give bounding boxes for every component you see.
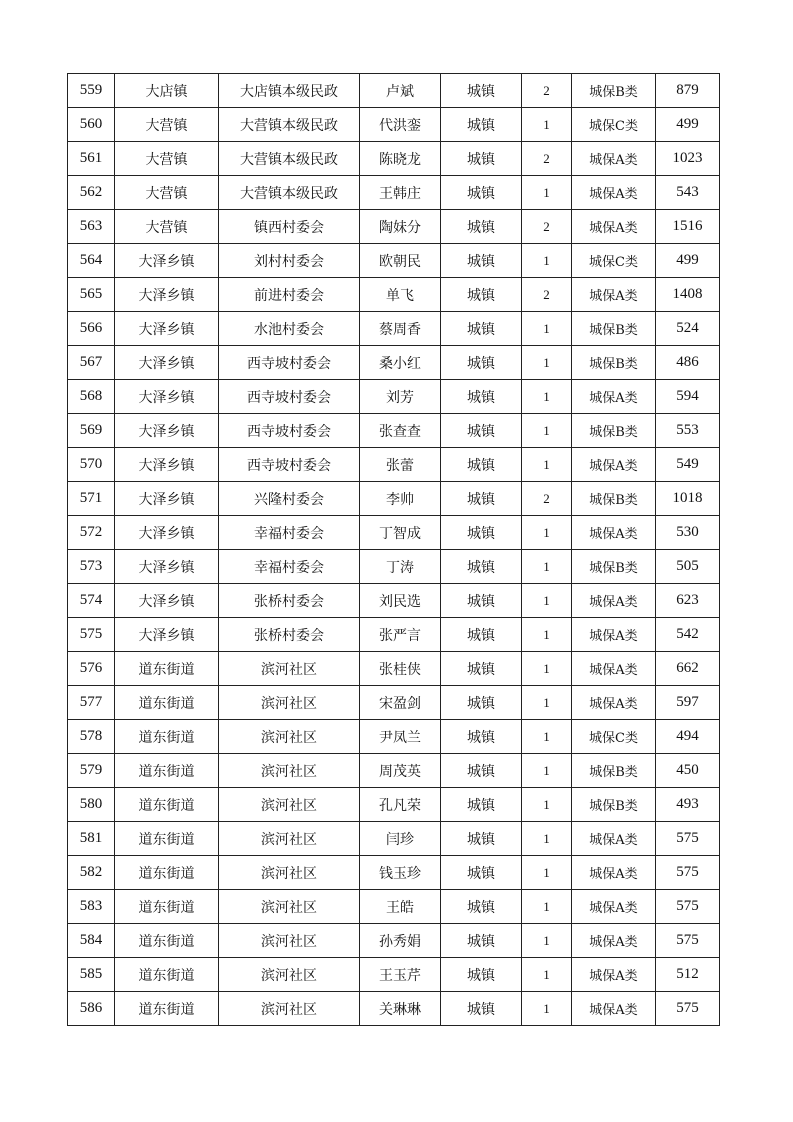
serial-number-cell: 572: [68, 516, 115, 550]
serial-number-cell: 570: [68, 448, 115, 482]
name-cell: 丁智成: [360, 516, 441, 550]
town-cell: 道东街道: [115, 822, 219, 856]
category-cell: 城保A类: [572, 992, 656, 1026]
person-count-cell: 1: [522, 822, 572, 856]
committee-cell: 西寺坡村委会: [219, 346, 360, 380]
category-cell: 城保B类: [572, 788, 656, 822]
table-row: [68, 822, 720, 856]
category-cell: 城保B类: [572, 482, 656, 516]
serial-number-cell: 564: [68, 244, 115, 278]
table-body: [68, 74, 720, 1026]
household-type-cell: 城镇: [441, 924, 522, 958]
table-row: [68, 754, 720, 788]
person-count-cell: 1: [522, 992, 572, 1026]
serial-number-cell: 560: [68, 108, 115, 142]
serial-number-cell: 583: [68, 890, 115, 924]
name-cell: 代洪銮: [360, 108, 441, 142]
table-row: [68, 108, 720, 142]
table-row: [68, 550, 720, 584]
town-cell: 大店镇: [115, 74, 219, 108]
table-row: [68, 618, 720, 652]
town-cell: 大营镇: [115, 176, 219, 210]
committee-cell: 兴隆村委会: [219, 482, 360, 516]
name-cell: 单飞: [360, 278, 441, 312]
committee-cell: 西寺坡村委会: [219, 380, 360, 414]
person-count-cell: 2: [522, 142, 572, 176]
amount-cell: 486: [656, 346, 720, 380]
committee-cell: 镇西村委会: [219, 210, 360, 244]
serial-number-cell: 559: [68, 74, 115, 108]
committee-cell: 大营镇本级民政: [219, 142, 360, 176]
household-type-cell: 城镇: [441, 618, 522, 652]
category-cell: 城保A类: [572, 822, 656, 856]
name-cell: 孙秀娟: [360, 924, 441, 958]
name-cell: 卢斌: [360, 74, 441, 108]
person-count-cell: 1: [522, 856, 572, 890]
serial-number-cell: 580: [68, 788, 115, 822]
amount-cell: 575: [656, 992, 720, 1026]
town-cell: 大泽乡镇: [115, 278, 219, 312]
category-cell: 城保B类: [572, 346, 656, 380]
name-cell: 张查查: [360, 414, 441, 448]
household-type-cell: 城镇: [441, 958, 522, 992]
town-cell: 大营镇: [115, 210, 219, 244]
name-cell: 蔡周香: [360, 312, 441, 346]
committee-cell: 滨河社区: [219, 924, 360, 958]
category-cell: 城保A类: [572, 142, 656, 176]
amount-cell: 512: [656, 958, 720, 992]
town-cell: 大泽乡镇: [115, 618, 219, 652]
amount-cell: 493: [656, 788, 720, 822]
household-type-cell: 城镇: [441, 312, 522, 346]
town-cell: 大泽乡镇: [115, 380, 219, 414]
table-row: [68, 176, 720, 210]
household-type-cell: 城镇: [441, 890, 522, 924]
table-row: [68, 142, 720, 176]
household-type-cell: 城镇: [441, 720, 522, 754]
table-row: [68, 312, 720, 346]
table-row: [68, 890, 720, 924]
name-cell: 尹凤兰: [360, 720, 441, 754]
category-cell: 城保C类: [572, 720, 656, 754]
committee-cell: 张桥村委会: [219, 584, 360, 618]
amount-cell: 597: [656, 686, 720, 720]
category-cell: 城保B类: [572, 414, 656, 448]
town-cell: 大营镇: [115, 108, 219, 142]
household-type-cell: 城镇: [441, 754, 522, 788]
category-cell: 城保A类: [572, 210, 656, 244]
category-cell: 城保A类: [572, 856, 656, 890]
town-cell: 大泽乡镇: [115, 414, 219, 448]
town-cell: 道东街道: [115, 924, 219, 958]
category-cell: 城保C类: [572, 244, 656, 278]
person-count-cell: 1: [522, 924, 572, 958]
amount-cell: 494: [656, 720, 720, 754]
committee-cell: 水池村委会: [219, 312, 360, 346]
household-type-cell: 城镇: [441, 108, 522, 142]
committee-cell: 滨河社区: [219, 652, 360, 686]
committee-cell: 刘村村委会: [219, 244, 360, 278]
serial-number-cell: 569: [68, 414, 115, 448]
household-type-cell: 城镇: [441, 74, 522, 108]
serial-number-cell: 571: [68, 482, 115, 516]
table-row: [68, 482, 720, 516]
table-row: [68, 788, 720, 822]
committee-cell: 西寺坡村委会: [219, 448, 360, 482]
category-cell: 城保A类: [572, 958, 656, 992]
amount-cell: 549: [656, 448, 720, 482]
serial-number-cell: 581: [68, 822, 115, 856]
category-cell: 城保A类: [572, 278, 656, 312]
household-type-cell: 城镇: [441, 516, 522, 550]
committee-cell: 西寺坡村委会: [219, 414, 360, 448]
committee-cell: 大营镇本级民政: [219, 108, 360, 142]
committee-cell: 滨河社区: [219, 686, 360, 720]
person-count-cell: 1: [522, 516, 572, 550]
name-cell: 闫珍: [360, 822, 441, 856]
town-cell: 道东街道: [115, 890, 219, 924]
household-type-cell: 城镇: [441, 584, 522, 618]
town-cell: 道东街道: [115, 992, 219, 1026]
person-count-cell: 1: [522, 618, 572, 652]
town-cell: 道东街道: [115, 856, 219, 890]
serial-number-cell: 563: [68, 210, 115, 244]
name-cell: 周茂英: [360, 754, 441, 788]
amount-cell: 575: [656, 890, 720, 924]
table-row: [68, 448, 720, 482]
category-cell: 城保A类: [572, 924, 656, 958]
name-cell: 陈晓龙: [360, 142, 441, 176]
amount-cell: 575: [656, 924, 720, 958]
committee-cell: 滨河社区: [219, 788, 360, 822]
town-cell: 大泽乡镇: [115, 550, 219, 584]
household-type-cell: 城镇: [441, 822, 522, 856]
table-row: [68, 278, 720, 312]
table-row: [68, 924, 720, 958]
household-type-cell: 城镇: [441, 278, 522, 312]
name-cell: 关琳琳: [360, 992, 441, 1026]
category-cell: 城保C类: [572, 108, 656, 142]
serial-number-cell: 573: [68, 550, 115, 584]
category-cell: 城保A类: [572, 516, 656, 550]
town-cell: 大泽乡镇: [115, 516, 219, 550]
committee-cell: 张桥村委会: [219, 618, 360, 652]
table-row: [68, 244, 720, 278]
amount-cell: 1023: [656, 142, 720, 176]
name-cell: 桑小红: [360, 346, 441, 380]
committee-cell: 滨河社区: [219, 822, 360, 856]
serial-number-cell: 578: [68, 720, 115, 754]
town-cell: 大泽乡镇: [115, 448, 219, 482]
person-count-cell: 1: [522, 652, 572, 686]
person-count-cell: 1: [522, 958, 572, 992]
name-cell: 张桂侠: [360, 652, 441, 686]
person-count-cell: 1: [522, 346, 572, 380]
amount-cell: 575: [656, 856, 720, 890]
person-count-cell: 1: [522, 414, 572, 448]
name-cell: 丁涛: [360, 550, 441, 584]
amount-cell: 499: [656, 108, 720, 142]
serial-number-cell: 584: [68, 924, 115, 958]
name-cell: 欧朝民: [360, 244, 441, 278]
town-cell: 道东街道: [115, 788, 219, 822]
category-cell: 城保B类: [572, 550, 656, 584]
household-type-cell: 城镇: [441, 788, 522, 822]
name-cell: 张严言: [360, 618, 441, 652]
amount-cell: 543: [656, 176, 720, 210]
category-cell: 城保A类: [572, 890, 656, 924]
person-count-cell: 2: [522, 482, 572, 516]
amount-cell: 1018: [656, 482, 720, 516]
committee-cell: 幸福村委会: [219, 550, 360, 584]
town-cell: 大泽乡镇: [115, 584, 219, 618]
committee-cell: 滨河社区: [219, 856, 360, 890]
town-cell: 大营镇: [115, 142, 219, 176]
name-cell: 陶妹分: [360, 210, 441, 244]
name-cell: 王玉芹: [360, 958, 441, 992]
amount-cell: 623: [656, 584, 720, 618]
table-row: [68, 346, 720, 380]
amount-cell: 662: [656, 652, 720, 686]
amount-cell: 542: [656, 618, 720, 652]
category-cell: 城保B类: [572, 74, 656, 108]
household-type-cell: 城镇: [441, 482, 522, 516]
town-cell: 道东街道: [115, 754, 219, 788]
person-count-cell: 1: [522, 686, 572, 720]
serial-number-cell: 577: [68, 686, 115, 720]
amount-cell: 505: [656, 550, 720, 584]
name-cell: 张蕾: [360, 448, 441, 482]
category-cell: 城保B类: [572, 312, 656, 346]
committee-cell: 滨河社区: [219, 754, 360, 788]
person-count-cell: 1: [522, 244, 572, 278]
serial-number-cell: 568: [68, 380, 115, 414]
amount-cell: 879: [656, 74, 720, 108]
serial-number-cell: 585: [68, 958, 115, 992]
household-type-cell: 城镇: [441, 550, 522, 584]
serial-number-cell: 562: [68, 176, 115, 210]
household-type-cell: 城镇: [441, 686, 522, 720]
table-row: [68, 856, 720, 890]
committee-cell: 滨河社区: [219, 890, 360, 924]
table-row: [68, 516, 720, 550]
serial-number-cell: 574: [68, 584, 115, 618]
town-cell: 道东街道: [115, 958, 219, 992]
person-count-cell: 2: [522, 210, 572, 244]
amount-cell: 575: [656, 822, 720, 856]
town-cell: 大泽乡镇: [115, 244, 219, 278]
table-row: [68, 380, 720, 414]
person-count-cell: 1: [522, 550, 572, 584]
table-row: [68, 686, 720, 720]
category-cell: 城保A类: [572, 448, 656, 482]
person-count-cell: 2: [522, 278, 572, 312]
category-cell: 城保A类: [572, 380, 656, 414]
table-row: [68, 992, 720, 1026]
person-count-cell: 1: [522, 584, 572, 618]
serial-number-cell: 575: [68, 618, 115, 652]
committee-cell: 滨河社区: [219, 720, 360, 754]
household-type-cell: 城镇: [441, 652, 522, 686]
serial-number-cell: 579: [68, 754, 115, 788]
town-cell: 大泽乡镇: [115, 482, 219, 516]
table-row: [68, 720, 720, 754]
name-cell: 孔凡荣: [360, 788, 441, 822]
committee-cell: 大营镇本级民政: [219, 176, 360, 210]
person-count-cell: 1: [522, 312, 572, 346]
name-cell: 宋盈剑: [360, 686, 441, 720]
assistance-roster-table: [67, 73, 720, 1026]
person-count-cell: 1: [522, 788, 572, 822]
name-cell: 钱玉珍: [360, 856, 441, 890]
table-row: [68, 958, 720, 992]
serial-number-cell: 582: [68, 856, 115, 890]
person-count-cell: 1: [522, 380, 572, 414]
category-cell: 城保A类: [572, 618, 656, 652]
category-cell: 城保A类: [572, 176, 656, 210]
amount-cell: 450: [656, 754, 720, 788]
name-cell: 刘芳: [360, 380, 441, 414]
committee-cell: 滨河社区: [219, 958, 360, 992]
town-cell: 大泽乡镇: [115, 312, 219, 346]
amount-cell: 1408: [656, 278, 720, 312]
person-count-cell: 1: [522, 108, 572, 142]
amount-cell: 499: [656, 244, 720, 278]
table-row: [68, 584, 720, 618]
committee-cell: 幸福村委会: [219, 516, 360, 550]
amount-cell: 594: [656, 380, 720, 414]
serial-number-cell: 561: [68, 142, 115, 176]
category-cell: 城保A类: [572, 584, 656, 618]
household-type-cell: 城镇: [441, 346, 522, 380]
committee-cell: 前进村委会: [219, 278, 360, 312]
household-type-cell: 城镇: [441, 448, 522, 482]
serial-number-cell: 566: [68, 312, 115, 346]
household-type-cell: 城镇: [441, 244, 522, 278]
table-row: [68, 414, 720, 448]
household-type-cell: 城镇: [441, 142, 522, 176]
town-cell: 大泽乡镇: [115, 346, 219, 380]
name-cell: 王韩庄: [360, 176, 441, 210]
household-type-cell: 城镇: [441, 210, 522, 244]
name-cell: 刘民选: [360, 584, 441, 618]
committee-cell: 滨河社区: [219, 992, 360, 1026]
table-row: [68, 74, 720, 108]
table-row: [68, 652, 720, 686]
person-count-cell: 1: [522, 448, 572, 482]
name-cell: 李帅: [360, 482, 441, 516]
amount-cell: 1516: [656, 210, 720, 244]
person-count-cell: 2: [522, 74, 572, 108]
amount-cell: 524: [656, 312, 720, 346]
serial-number-cell: 576: [68, 652, 115, 686]
serial-number-cell: 565: [68, 278, 115, 312]
table-row: [68, 210, 720, 244]
serial-number-cell: 567: [68, 346, 115, 380]
serial-number-cell: 586: [68, 992, 115, 1026]
committee-cell: 大店镇本级民政: [219, 74, 360, 108]
household-type-cell: 城镇: [441, 992, 522, 1026]
person-count-cell: 1: [522, 890, 572, 924]
document-table-container: [67, 73, 720, 1026]
person-count-cell: 1: [522, 754, 572, 788]
person-count-cell: 1: [522, 720, 572, 754]
person-count-cell: 1: [522, 176, 572, 210]
amount-cell: 553: [656, 414, 720, 448]
category-cell: 城保B类: [572, 754, 656, 788]
name-cell: 王皓: [360, 890, 441, 924]
category-cell: 城保A类: [572, 686, 656, 720]
amount-cell: 530: [656, 516, 720, 550]
category-cell: 城保A类: [572, 652, 656, 686]
town-cell: 道东街道: [115, 652, 219, 686]
household-type-cell: 城镇: [441, 176, 522, 210]
household-type-cell: 城镇: [441, 380, 522, 414]
town-cell: 道东街道: [115, 720, 219, 754]
town-cell: 道东街道: [115, 686, 219, 720]
household-type-cell: 城镇: [441, 856, 522, 890]
household-type-cell: 城镇: [441, 414, 522, 448]
